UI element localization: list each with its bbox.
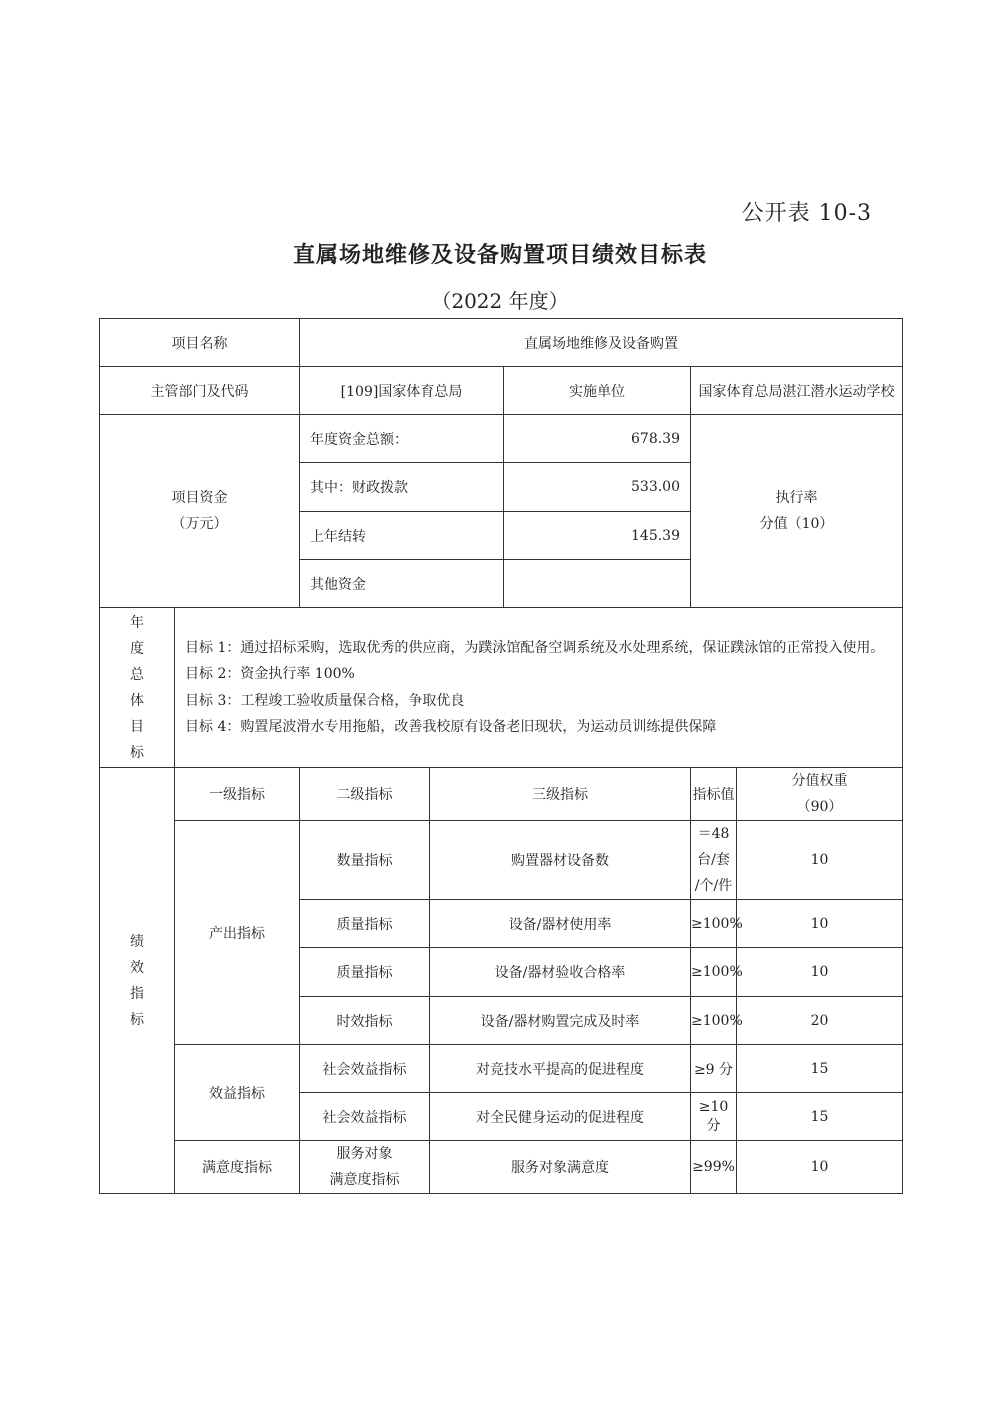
performance-target-table [99,318,903,1194]
target-value-cell: ≥99% [691,1141,737,1194]
goal-item: 目标 4：购置尾波滑水专用拖船，改善我校原有设备老旧现状，为运动员训练提供保障 [185,719,717,735]
target-value-cell: ≥9 分 [691,1045,737,1093]
funds-label [100,415,300,608]
level3-header: 三级指标 [430,768,691,821]
annual-goals-row [100,608,903,768]
benefit-indicator-label: 效益指标 [175,1045,300,1141]
project-name-row [100,319,903,367]
document-year: （2022 年度） [431,289,569,313]
funds-row-value [504,560,691,608]
level2-cell: 时效指标 [300,997,430,1045]
target-value-line2: /个/件 [694,878,733,894]
weight-cell: 15 [737,1045,903,1093]
goal-item: 目标 2：资金执行率 100% [185,666,355,682]
execution-rate-cell [691,415,903,608]
implementing-unit-value: 国家体育总局湛江潜水运动学校 [691,367,903,415]
target-value-cell: ≥100% [691,948,737,997]
goal-item: 目标 3：工程竣工验收质量保合格，争取优良 [185,692,465,709]
label-char: 指 [130,985,144,1002]
indicator-header-row [100,768,903,821]
annual-goals-label [100,608,175,768]
weight-cell: 10 [737,900,903,948]
department-label: 主管部门及代码 [100,367,300,415]
indicator-row [100,1045,903,1093]
level3-cell: 设备/器材购置完成及时率 [430,997,691,1045]
level3-cell: 服务对象满意度 [430,1141,691,1194]
funds-row [100,415,903,463]
target-value-cell: ≥10 分 [691,1093,737,1141]
weight-cell: 20 [737,997,903,1045]
funds-row-value: 678.39 [504,415,691,463]
label-char: 标 [130,1011,144,1028]
target-value-header: 指标值 [691,768,737,821]
level2-cell: 社会效益指标 [300,1093,430,1141]
target-value-cell [691,821,737,900]
label-char: 目 [130,718,144,735]
funds-row-label: 其他资金 [300,560,504,608]
funds-row-value: 145.39 [504,512,691,560]
performance-indicators-label [100,768,175,1194]
department-row [100,367,903,415]
label-char: 度 [130,640,144,657]
output-indicator-label: 产出指标 [175,821,300,1045]
label-char: 年 [130,614,144,631]
table-number: 公开表 10-3 [741,201,872,226]
target-value-cell: ≥100% [691,997,737,1045]
funds-row-label: 上年结转 [300,512,504,560]
execution-rate-label: 执行率 [775,490,818,506]
indicator-row [100,1141,903,1194]
weight-cell: 10 [737,1141,903,1194]
level3-cell: 对竞技水平提高的促进程度 [430,1045,691,1093]
level3-cell: 购置器材设备数 [430,821,691,900]
weight-cell: 10 [737,821,903,900]
department-value: [109]国家体育总局 [300,367,504,415]
weight-header-line2: （90） [796,799,843,815]
indicator-row [100,821,903,900]
project-name-value: 直属场地维修及设备购置 [300,319,903,367]
level2-cell: 社会效益指标 [300,1045,430,1093]
target-value-cell: ≥100% [691,900,737,948]
label-char: 绩 [130,933,144,950]
funds-label-line1: 项目资金 [171,490,228,506]
satisfaction-indicator-label: 满意度指标 [175,1141,300,1194]
document-title: 直属场地维修及设备购置项目绩效目标表 [292,242,707,268]
level2-cell: 质量指标 [300,900,430,948]
label-char: 总 [130,666,144,683]
label-char: 效 [130,959,144,976]
weight-cell: 15 [737,1093,903,1141]
project-name-label: 项目名称 [100,319,300,367]
goal-item: 目标 1：通过招标采购，选取优秀的供应商，为蹼泳馆配备空调系统及水处理系统，保证蹼泳馆的正常投入使用。 [185,639,885,656]
weight-header-line1: 分值权重 [791,773,848,789]
target-value-line1: ＝48台/套 [697,826,730,868]
level2-header: 二级指标 [300,768,430,821]
level3-cell: 设备/器材验收合格率 [430,948,691,997]
implementing-unit-label: 实施单位 [504,367,691,415]
label-char: 体 [130,692,144,709]
execution-rate-score: 分值（10） [759,516,834,532]
annual-goals-content [175,608,903,768]
level2-line2: 满意度指标 [329,1172,400,1188]
level2-cell: 数量指标 [300,821,430,900]
level3-cell: 对全民健身运动的促进程度 [430,1093,691,1141]
funds-row-value: 533.00 [504,463,691,512]
weight-header [737,768,903,821]
weight-cell: 10 [737,948,903,997]
level2-cell: 质量指标 [300,948,430,997]
funds-row-label: 年度资金总额： [300,415,504,463]
level3-cell: 设备/器材使用率 [430,900,691,948]
level2-line1: 服务对象 [336,1146,393,1162]
funds-row-label: 其中：财政拨款 [300,463,504,512]
level2-cell [300,1141,430,1194]
label-char: 标 [130,744,144,761]
funds-label-line2: （万元） [171,516,228,532]
level1-header: 一级指标 [175,768,300,821]
